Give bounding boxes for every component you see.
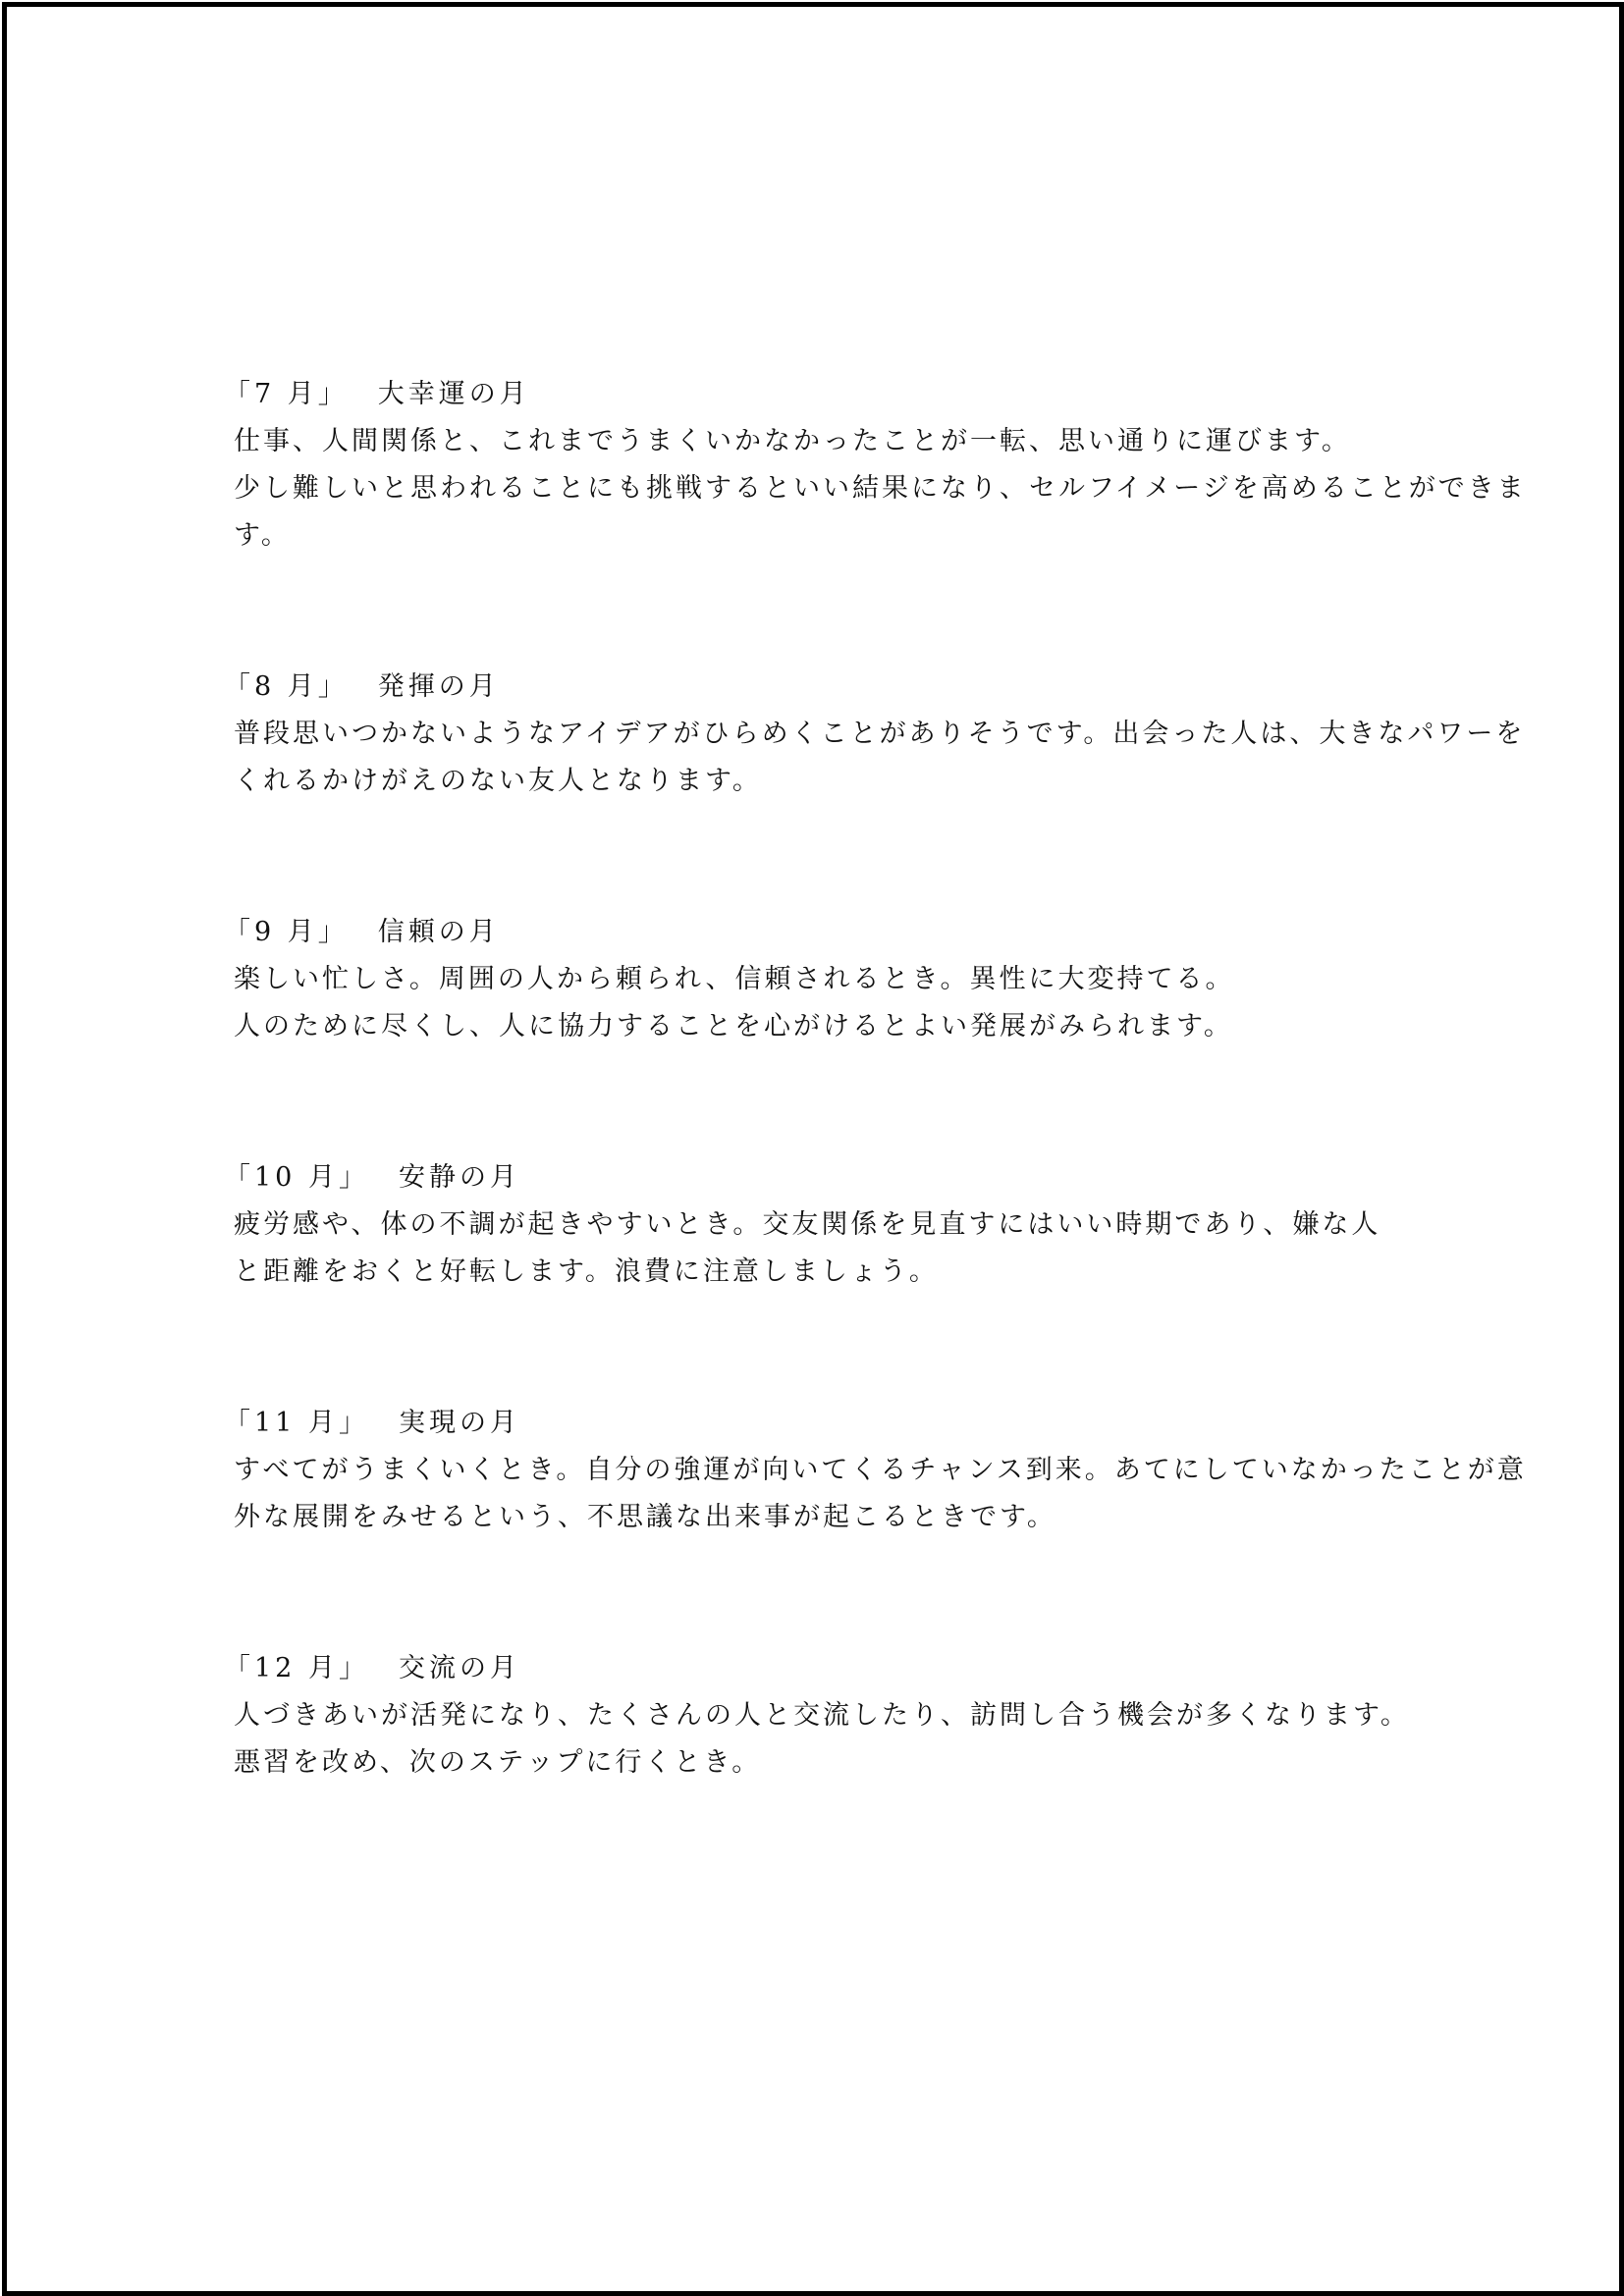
body-line: すべてがうまくいくとき。自分の強運が向いてくるチャンス到来。あてにしていなかったことが意 bbox=[234, 1455, 1527, 1485]
section-august bbox=[224, 664, 1526, 805]
month-label: 「9 月」 bbox=[224, 917, 349, 947]
section-heading bbox=[224, 1154, 1402, 1201]
body-line: と距離をおくと好転します。浪費に注意しましょう。 bbox=[234, 1256, 939, 1287]
body-line: 仕事、人間関係と、これまでうまくいかなかったことが一転、思い通りに運びます。 bbox=[234, 426, 1351, 456]
body-line: 楽しい忙しさ。周囲の人から頼られ、信頼されるとき。異性に大変持てる。 bbox=[234, 964, 1235, 994]
body-line: 少し難しいと思われることにも挑戦するといい結果になり、セルフイメージを高めることができま bbox=[234, 473, 1527, 504]
month-label: 「12 月」 bbox=[224, 1653, 369, 1683]
body-line: 人づきあいが活発になり、たくさんの人と交流したり、訪問し合う機会が多くなります。 bbox=[234, 1700, 1410, 1731]
month-title: 安静の月 bbox=[398, 1162, 520, 1193]
section-december bbox=[224, 1645, 1410, 1787]
month-label: 「11 月」 bbox=[224, 1408, 369, 1438]
month-title: 信頼の月 bbox=[377, 917, 500, 947]
body-line: 人のために尽くし、人に協力することを心がけるとよい発展がみられます。 bbox=[234, 1011, 1233, 1041]
section-heading bbox=[224, 1645, 1402, 1692]
month-title: 実現の月 bbox=[398, 1408, 520, 1438]
month-title: 大幸運の月 bbox=[377, 379, 530, 409]
month-label: 「8 月」 bbox=[224, 671, 349, 702]
section-heading bbox=[224, 909, 1402, 956]
month-title: 交流の月 bbox=[398, 1653, 520, 1683]
section-october bbox=[224, 1154, 1402, 1296]
body-line: 悪習を改め、次のステップに行くとき。 bbox=[234, 1747, 762, 1778]
body-line: す。 bbox=[234, 520, 291, 551]
body-line: くれるかけがえのない友人となります。 bbox=[234, 766, 762, 796]
section-november bbox=[224, 1400, 1527, 1541]
section-september bbox=[224, 909, 1402, 1050]
month-title: 発揮の月 bbox=[377, 671, 500, 702]
month-label: 「7 月」 bbox=[224, 379, 349, 409]
section-heading bbox=[224, 371, 1402, 418]
section-july bbox=[224, 371, 1527, 560]
section-heading bbox=[224, 1400, 1402, 1447]
body-line: 普段思いつかないようなアイデアがひらめくことがありそうです。出会った人は、大きなパワーを bbox=[234, 719, 1526, 749]
month-label: 「10 月」 bbox=[224, 1162, 369, 1193]
body-line: 外な展開をみせるという、不思議な出来事が起こるときです。 bbox=[234, 1502, 1056, 1532]
section-heading bbox=[224, 664, 1402, 711]
body-line: 疲労感や、体の不調が起きやすいとき。交友関係を見直すにはいい時期であり、嫌な人 bbox=[234, 1209, 1381, 1240]
